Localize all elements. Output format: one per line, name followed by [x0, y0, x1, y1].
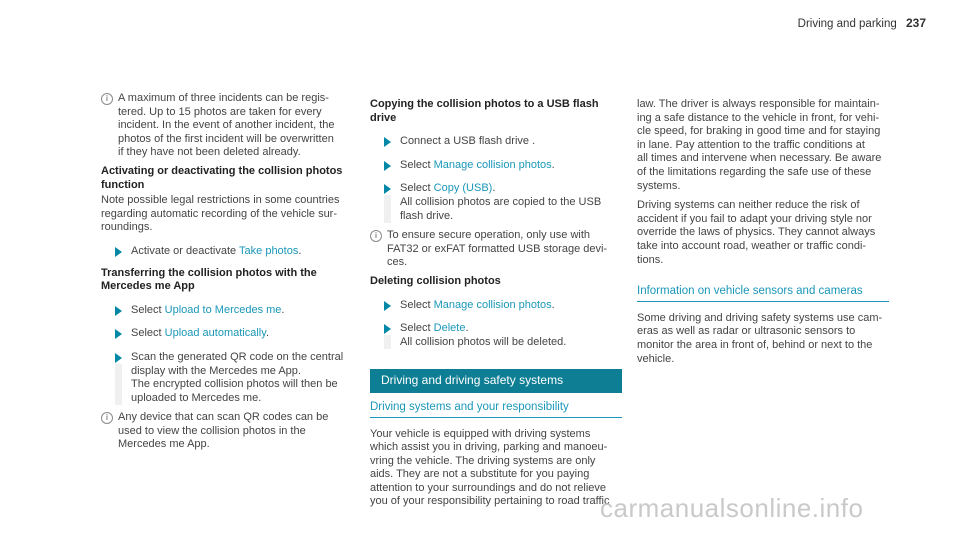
link-manage-collision-photos[interactable]: Manage collision photos: [433, 158, 552, 171]
step-item: Select Copy (USB). All collision photos are copied to the USB flash drive.: [370, 182, 622, 223]
heading-delete-photos: Deleting collision photos: [370, 274, 501, 287]
link-upload-automatically[interactable]: Upload automatically: [164, 327, 266, 340]
info-note: i A maximum of three incidents can be regis- tered. Up to 15 photos are taken for every incident. In the event of another incident, the photos of the first incident will be overwritten if they have not been deleted already.: [101, 92, 353, 160]
arrow-right-icon: [384, 324, 391, 334]
paragraph: Note possible legal restrictions in some countries regarding automatic recording of the vehicle sur- roundings.: [101, 194, 340, 234]
step-bar: [384, 195, 391, 223]
info-icon: i: [370, 230, 382, 242]
link-copy-usb[interactable]: Copy (USB): [433, 182, 493, 195]
heading-copy-usb: Copying the collision photos to a USB flash drive: [370, 98, 599, 124]
link-manage-collision-photos[interactable]: Manage collision photos: [433, 298, 552, 311]
info-icon: i: [101, 93, 113, 105]
column-3: [637, 88, 889, 370]
step-bar: [115, 364, 122, 405]
arrow-right-icon: [384, 301, 391, 311]
link-take-photos[interactable]: Take photos: [239, 244, 299, 257]
arrow-right-icon: [115, 353, 122, 363]
page-number: 237: [905, 16, 926, 30]
section-banner: Driving and driving safety systems: [370, 369, 622, 393]
arrow-right-icon: [115, 329, 122, 339]
column-2: [370, 88, 622, 513]
paragraph: law. The driver is always responsible for maintain- ing a safe distance to the vehicle in front, for vehi- cle speed, for braking in good time and for staying in lane. Pay attention to the traffic conditions at all times and intervene when necessary. Be aware of the limitations regarding the safe use of these systems.: [637, 98, 882, 192]
page-header: [798, 16, 926, 30]
subsection-heading: Information on vehicle sensors and cameras: [637, 285, 889, 302]
arrow-right-icon: [115, 306, 122, 316]
arrow-right-icon: [115, 247, 122, 257]
link-delete[interactable]: Delete: [433, 322, 466, 335]
paragraph: Driving systems can neither reduce the risk of accident if you fail to adapt your driving style nor override the laws of physics. They cannot always take into account road, weather or traffic condi- tions.: [637, 199, 876, 266]
section-title: Driving and parking: [797, 18, 897, 30]
info-icon: i: [101, 412, 113, 424]
column-1: [101, 92, 353, 457]
paragraph: Your vehicle is equipped with driving systems which assist you in driving, parking and manoeu- vring the vehicle. The driving systems are only aids. They are not a substitute for you paying attention to your surroundings and do not relieve you of your responsibility pertaining to road traffic: [370, 427, 610, 508]
step-item: Select Manage collision photos.: [370, 299, 622, 313]
step-item: Select Manage collision photos.: [370, 159, 622, 173]
heading-transfer-photos: Transferring the collision photos with the Mercedes me App: [101, 266, 317, 293]
step-item: Select Upload automatically.: [101, 327, 353, 341]
info-note: i Any device that can scan QR codes can be used to view the collision photos in the Mercedes me App.: [101, 411, 353, 452]
step-item: Select Upload to Mercedes me.: [101, 304, 353, 318]
step-item: Connect a USB flash drive .: [370, 135, 622, 149]
link-upload-mercedes-me[interactable]: Upload to Mercedes me: [164, 303, 282, 316]
watermark: carmanualsonline.info: [600, 493, 864, 523]
step-item: Select Delete. All collision photos will be deleted.: [370, 322, 622, 349]
step-item: Scan the generated QR code on the central display with the Mercedes me App. The encrypted collision photos will then be uploaded to Mercedes me.: [101, 351, 353, 405]
arrow-right-icon: [384, 161, 391, 171]
subsection-heading: Driving systems and your responsibility: [370, 401, 622, 418]
step-item: Activate or deactivate Take photos.: [101, 245, 353, 259]
arrow-right-icon: [384, 184, 391, 194]
heading-activate-photos: Activating or deactivating the collision photos function: [101, 164, 343, 191]
step-bar: [384, 335, 391, 349]
paragraph: Some driving and driving safety systems use cam- eras as well as radar or ultrasonic sensors to monitor the area in front of, behind or next to the vehicle.: [637, 311, 883, 365]
arrow-right-icon: [384, 137, 391, 147]
info-note: i To ensure secure operation, only use with FAT32 or exFAT formatted USB storage devi- ces.: [370, 229, 622, 270]
